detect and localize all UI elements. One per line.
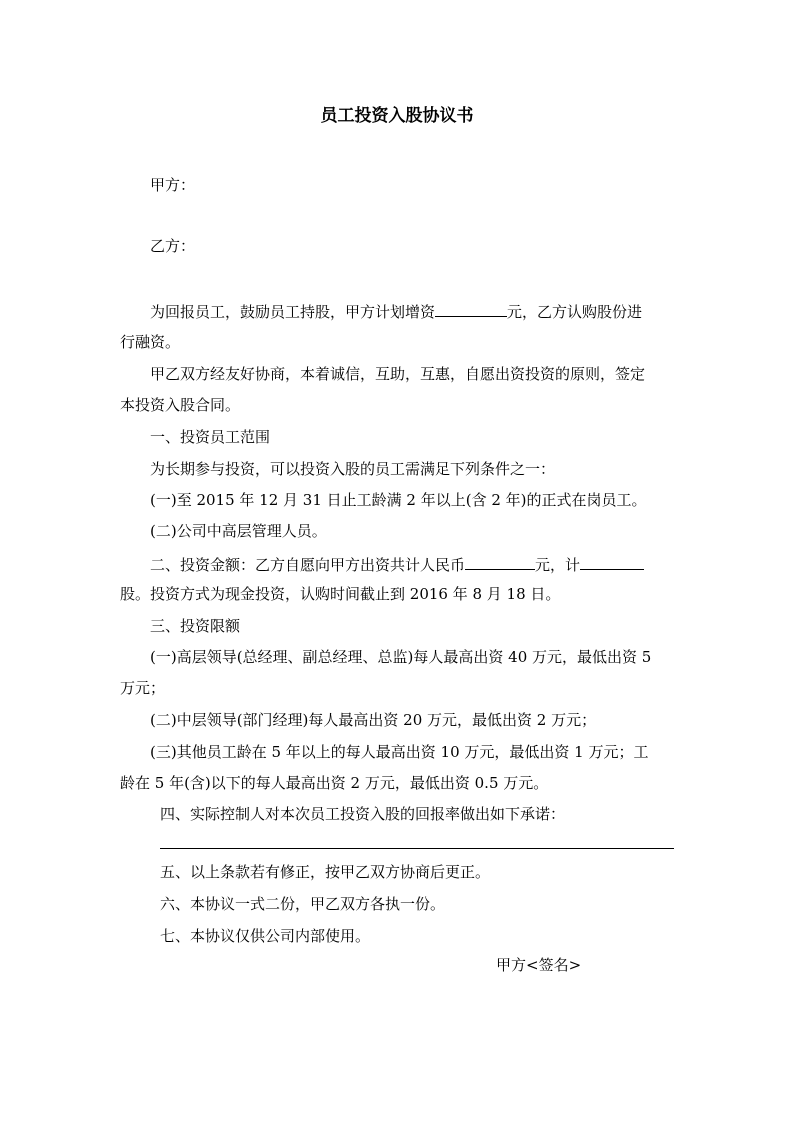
intro-text-a: 为回报员工，鼓励员工持股，甲方计划增资 (150, 303, 436, 321)
section2-text-b: 元，计 (535, 556, 581, 574)
capital-increase-blank (435, 300, 507, 317)
party-a-signature: 甲方<签名> (496, 956, 582, 974)
section3-item2: (二)中层领导(部门经理)每人最高出资 20 万元，最低出资 2 万元； (150, 711, 597, 729)
section2-text-a: 二、投资金额：乙方自愿向甲方出资共计人民币 (150, 556, 466, 574)
section3-item3-line2: 龄在 5 年(含)以下的每人最高出资 2 万元，最低出资 0.5 万元。 (120, 774, 549, 792)
section1-heading: 一、投资员工范围 (150, 428, 271, 446)
section1-item2: (二)公司中高层管理人员。 (150, 522, 327, 540)
principle-paragraph-line2: 本投资入股合同。 (120, 396, 241, 414)
commitment-fill-line (160, 848, 674, 849)
principle-paragraph-line1: 甲乙双方经友好协商，本着诚信，互助，互惠，自愿出资投资的原则，签定 (150, 365, 646, 383)
section6: 六、本协议一式二份，甲乙双方各执一份。 (160, 895, 446, 913)
section1-intro: 为长期参与投资，可以投资入股的员工需满足下列条件之一： (150, 460, 556, 478)
document-title: 员工投资入股协议书 (320, 106, 474, 126)
section4-commitment: 四、实际控制人对本次员工投资入股的回报率做出如下承诺： (160, 805, 566, 823)
intro-paragraph-line1 (150, 300, 642, 322)
section3-item1-line2: 万元； (120, 679, 166, 697)
section3-heading: 三、投资限额 (150, 617, 241, 635)
share-count-blank (580, 553, 644, 570)
section5: 五、以上条款若有修正，按甲乙双方协商后更正。 (160, 863, 491, 881)
party-b-label: 乙方： (150, 237, 196, 255)
section1-item1: (一)至 2015 年 12 月 31 日止工龄满 2 年以上(含 2 年)的正式在岗员工。 (150, 491, 647, 509)
amount-rmb-blank (465, 553, 535, 570)
intro-text-b: 元，乙方认购股份进 (507, 303, 643, 321)
section3-item1-line1: (一)高层领导(总经理、副总经理、总监)每人最高出资 40 万元，最低出资 5 (150, 648, 652, 666)
party-a-label: 甲方： (150, 176, 196, 194)
section2-line2: 股。投资方式为现金投资，认购时间截止到 2016 年 8 月 18 日。 (120, 585, 561, 603)
section7: 七、本协议仅供公司内部使用。 (160, 927, 371, 945)
section3-item3-line1: (三)其他员工龄在 5 年以上的每人最高出资 10 万元，最低出资 1 万元；工 (150, 743, 649, 761)
intro-paragraph-line2: 行融资。 (120, 333, 181, 351)
section2-line1 (150, 553, 644, 575)
